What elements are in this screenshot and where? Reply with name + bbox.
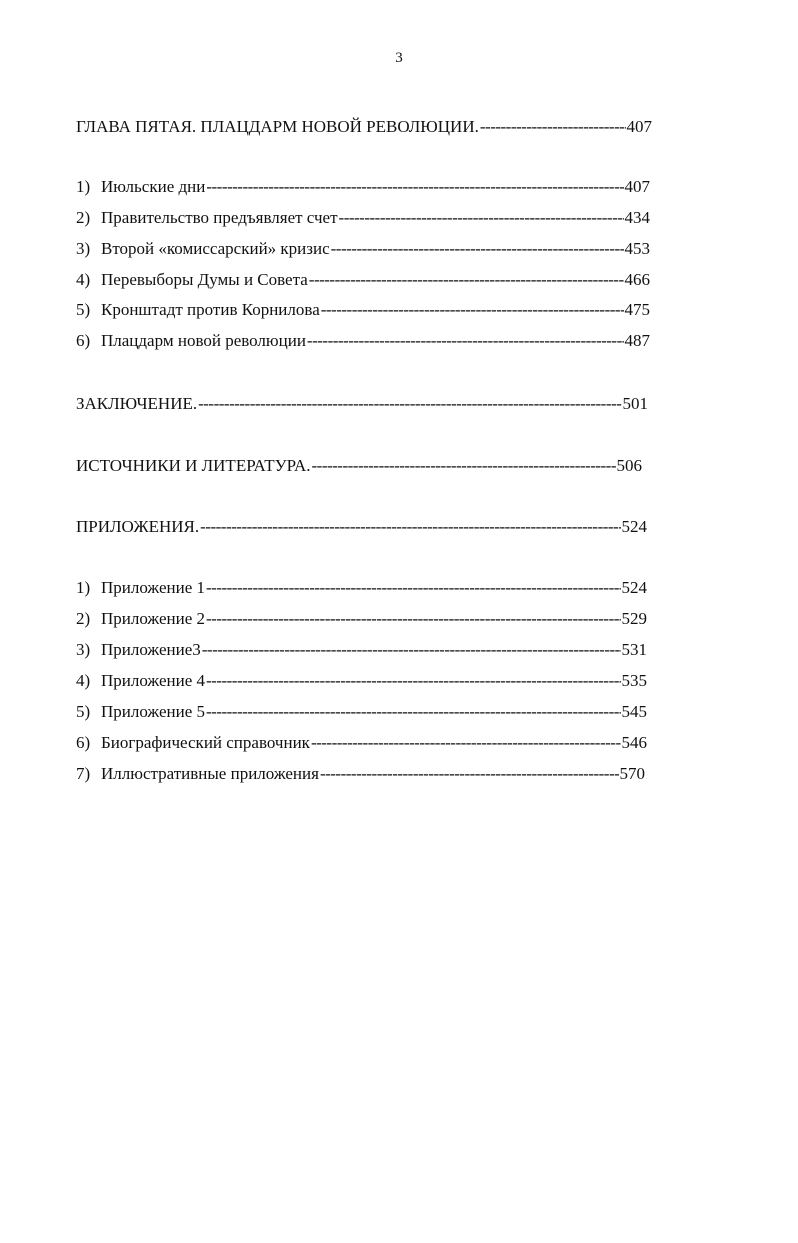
toc-leader	[480, 116, 626, 138]
page-number: 3	[395, 50, 403, 66]
toc-page: 501	[622, 394, 648, 413]
toc-leader	[311, 732, 621, 754]
toc-title: ПРИЛОЖЕНИЯ.	[76, 517, 200, 536]
toc-item-number: 2)	[76, 208, 91, 227]
toc-page: 466	[624, 270, 650, 289]
toc-chapter-5	[76, 116, 652, 138]
toc-item	[76, 299, 650, 321]
toc-leader	[206, 577, 621, 599]
toc-item-number: 1)	[76, 578, 91, 597]
toc-item	[76, 207, 650, 229]
toc-item-number: 3)	[76, 640, 91, 659]
toc-title: ЗАКЛЮЧЕНИЕ.	[76, 394, 198, 413]
toc-item-number: 5)	[76, 300, 91, 319]
toc-item-number: 4)	[76, 671, 91, 690]
toc-item-number: 7)	[76, 764, 91, 783]
toc-page: 524	[621, 578, 647, 597]
toc-item-number: 5)	[76, 702, 91, 721]
toc-title: Плацдарм новой революции	[101, 331, 306, 350]
toc-item	[76, 608, 647, 630]
toc-page: 535	[621, 671, 647, 690]
toc-page: 453	[624, 239, 650, 258]
toc-item-number: 6)	[76, 331, 91, 350]
toc-item	[76, 701, 647, 723]
toc-leader	[331, 238, 624, 260]
toc-page: 487	[624, 331, 650, 350]
toc-title: Приложение 2	[101, 609, 205, 628]
toc-page: 524	[621, 517, 647, 536]
toc-title: Второй «комиссарский» кризис	[101, 239, 330, 258]
toc-page: 529	[621, 609, 647, 628]
toc-page: 475	[624, 300, 650, 319]
toc-leader	[206, 701, 621, 723]
toc-item	[76, 763, 645, 785]
toc-item-number: 4)	[76, 270, 91, 289]
toc-page: 531	[621, 640, 647, 659]
toc-title: Правительство предъявляет счет	[101, 208, 338, 227]
toc-leader	[320, 763, 619, 785]
toc-leader	[206, 608, 621, 630]
toc-page: 407	[626, 117, 652, 136]
toc-item	[76, 330, 650, 352]
toc-item	[76, 238, 650, 260]
toc-title: Июльские дни	[101, 177, 206, 196]
toc-title: Биографический справочник	[101, 733, 310, 752]
toc-item-number: 2)	[76, 609, 91, 628]
toc-item-number: 6)	[76, 733, 91, 752]
toc-leader	[202, 639, 621, 661]
toc-conclusion	[76, 393, 648, 415]
toc-title: ГЛАВА ПЯТАЯ. ПЛАЦДАРМ НОВОЙ РЕВОЛЮЦИИ.	[76, 117, 479, 136]
toc-leader	[198, 393, 621, 415]
toc-title: ИСТОЧНИКИ И ЛИТЕРАТУРА.	[76, 456, 311, 475]
toc-leader	[206, 670, 621, 692]
toc-page: 570	[619, 764, 645, 783]
toc-page: 546	[621, 733, 647, 752]
toc-sources	[76, 455, 642, 477]
toc-leader	[312, 455, 616, 477]
toc-item-number: 1)	[76, 177, 91, 196]
toc-leader	[321, 299, 624, 321]
toc-page: 434	[624, 208, 650, 227]
toc-item	[76, 176, 650, 198]
toc-appendices	[76, 516, 647, 538]
toc-leader	[339, 207, 624, 229]
toc-leader	[206, 176, 623, 198]
toc-title: Приложение3	[101, 640, 201, 659]
toc-leader	[200, 516, 620, 538]
toc-item	[76, 639, 647, 661]
toc-page: 407	[624, 177, 650, 196]
toc-title: Приложение 1	[101, 578, 205, 597]
toc-item	[76, 732, 647, 754]
toc-title: Кронштадт против Корнилова	[101, 300, 320, 319]
toc-title: Перевыборы Думы и Совета	[101, 270, 308, 289]
toc-item	[76, 577, 647, 599]
toc-page: 545	[621, 702, 647, 721]
toc-item	[76, 670, 647, 692]
toc-title: Приложение 4	[101, 671, 205, 690]
toc-item-number: 3)	[76, 239, 91, 258]
toc-title: Приложение 5	[101, 702, 205, 721]
toc-item	[76, 269, 650, 291]
toc-leader	[309, 269, 624, 291]
toc-page: 506	[616, 456, 642, 475]
toc-leader	[307, 330, 624, 352]
toc-title: Иллюстративные приложения	[101, 764, 319, 783]
